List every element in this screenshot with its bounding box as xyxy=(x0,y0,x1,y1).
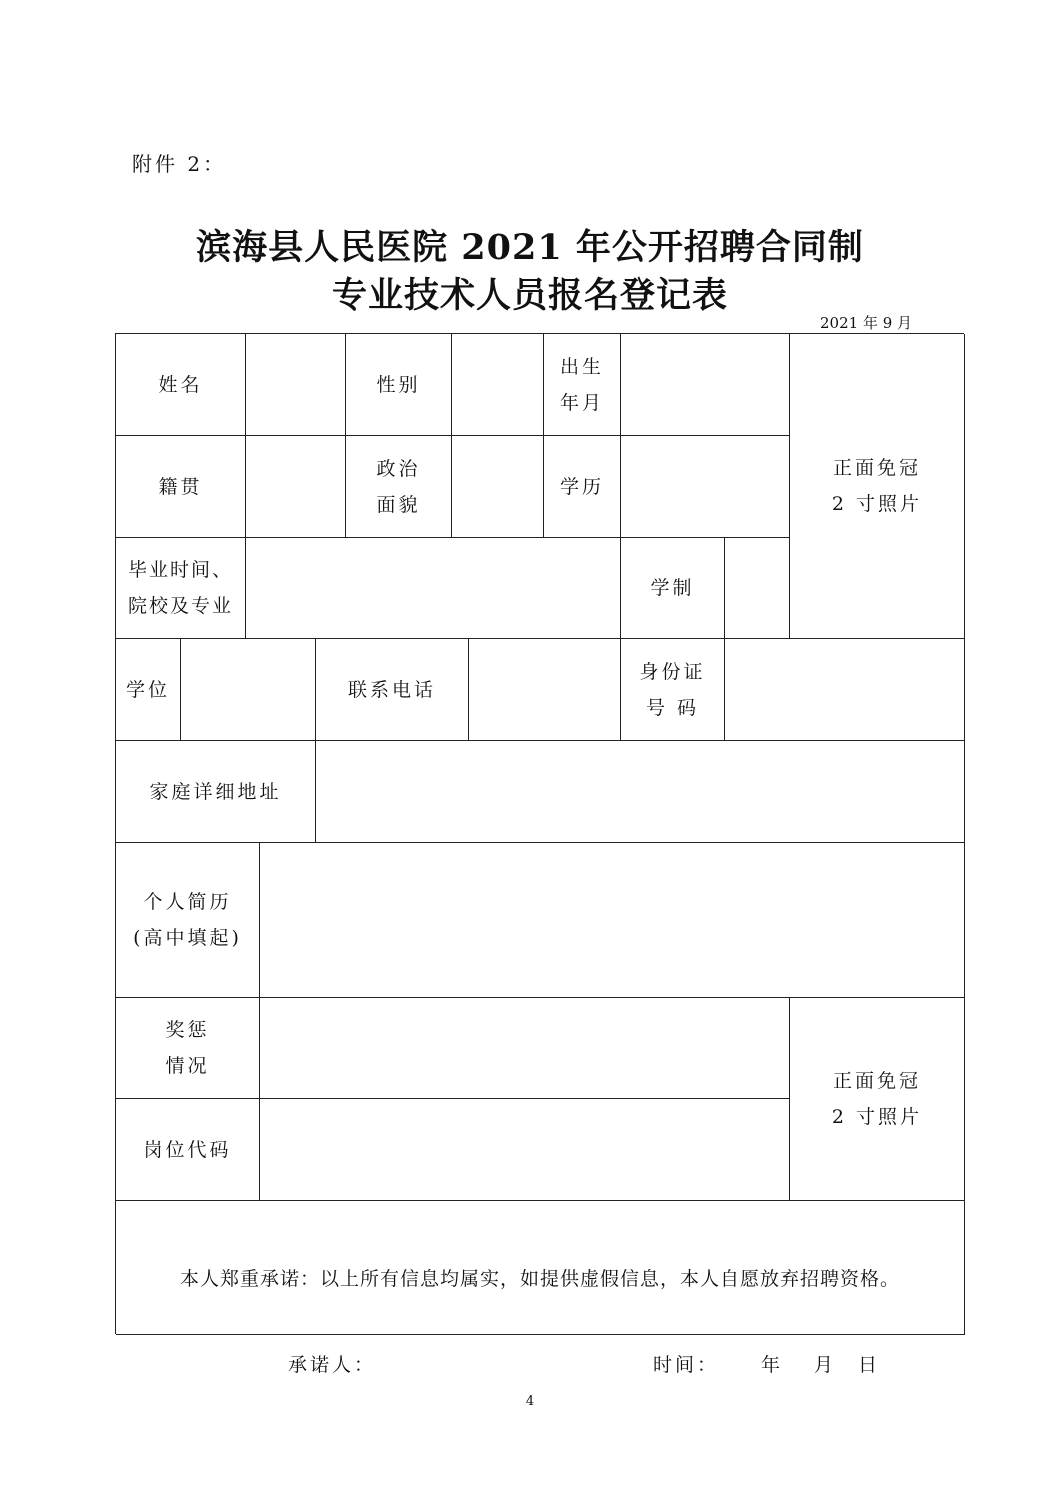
input-native-place[interactable] xyxy=(246,436,346,538)
label-address: 家庭详细地址 xyxy=(116,741,316,843)
label-name: 姓名 xyxy=(116,334,246,436)
photo-box-bottom[interactable]: 正面免冠 2 寸照片 xyxy=(790,998,965,1201)
pledge-signer-label: 承诺人： xyxy=(288,1354,377,1376)
label-resume: 个人简历 (高中填起) xyxy=(116,843,260,998)
page-number: 4 xyxy=(525,1394,535,1409)
input-rewards[interactable] xyxy=(260,998,790,1099)
input-graduation[interactable] xyxy=(246,538,621,639)
input-phone[interactable] xyxy=(469,639,621,741)
label-gender: 性别 xyxy=(346,334,452,436)
pledge-year: 年 xyxy=(761,1354,784,1376)
input-birth[interactable] xyxy=(621,334,790,436)
label-phone: 联系电话 xyxy=(316,639,469,741)
pledge-month: 月 xyxy=(814,1354,837,1376)
label-native-place: 籍贯 xyxy=(116,436,246,538)
pledge-section xyxy=(116,1201,965,1376)
input-resume[interactable] xyxy=(260,843,965,998)
registration-table xyxy=(115,333,964,1376)
label-birth: 出生 年月 xyxy=(544,334,621,436)
input-school-length[interactable] xyxy=(725,538,790,639)
pledge-statement: 本人郑重承诺：以上所有信息均属实，如提供虚假信息，本人自愿放弃招聘资格。 xyxy=(179,1268,900,1290)
input-gender[interactable] xyxy=(452,334,544,436)
form-title-line1: 滨海县人民医院 2021 年公开招聘合同制 xyxy=(196,227,864,268)
form-title-line2: 专业技术人员报名登记表 xyxy=(331,275,728,316)
input-name[interactable] xyxy=(246,334,346,436)
label-position-code: 岗位代码 xyxy=(116,1099,260,1201)
label-education: 学历 xyxy=(544,436,621,538)
input-id-number[interactable] xyxy=(725,639,965,741)
pledge-time-label: 时间： xyxy=(653,1354,720,1376)
pledge-day: 日 xyxy=(858,1354,881,1376)
label-id-number: 身份证 号 码 xyxy=(621,639,725,741)
label-degree: 学位 xyxy=(116,639,181,741)
form-date: 2021 年 9 月 xyxy=(820,314,913,332)
input-political-status[interactable] xyxy=(452,436,544,538)
input-position-code[interactable] xyxy=(260,1099,790,1201)
label-political-status: 政治 面貌 xyxy=(346,436,452,538)
photo-box-top[interactable]: 正面免冠 2 寸照片 xyxy=(790,334,965,639)
label-rewards: 奖惩 情况 xyxy=(116,998,260,1099)
input-degree[interactable] xyxy=(181,639,316,741)
input-address[interactable] xyxy=(316,741,965,843)
input-education[interactable] xyxy=(621,436,790,538)
label-graduation: 毕业时间、 院校及专业 xyxy=(116,538,246,639)
attachment-label: 附件 2： xyxy=(132,152,227,176)
label-school-length: 学制 xyxy=(621,538,725,639)
